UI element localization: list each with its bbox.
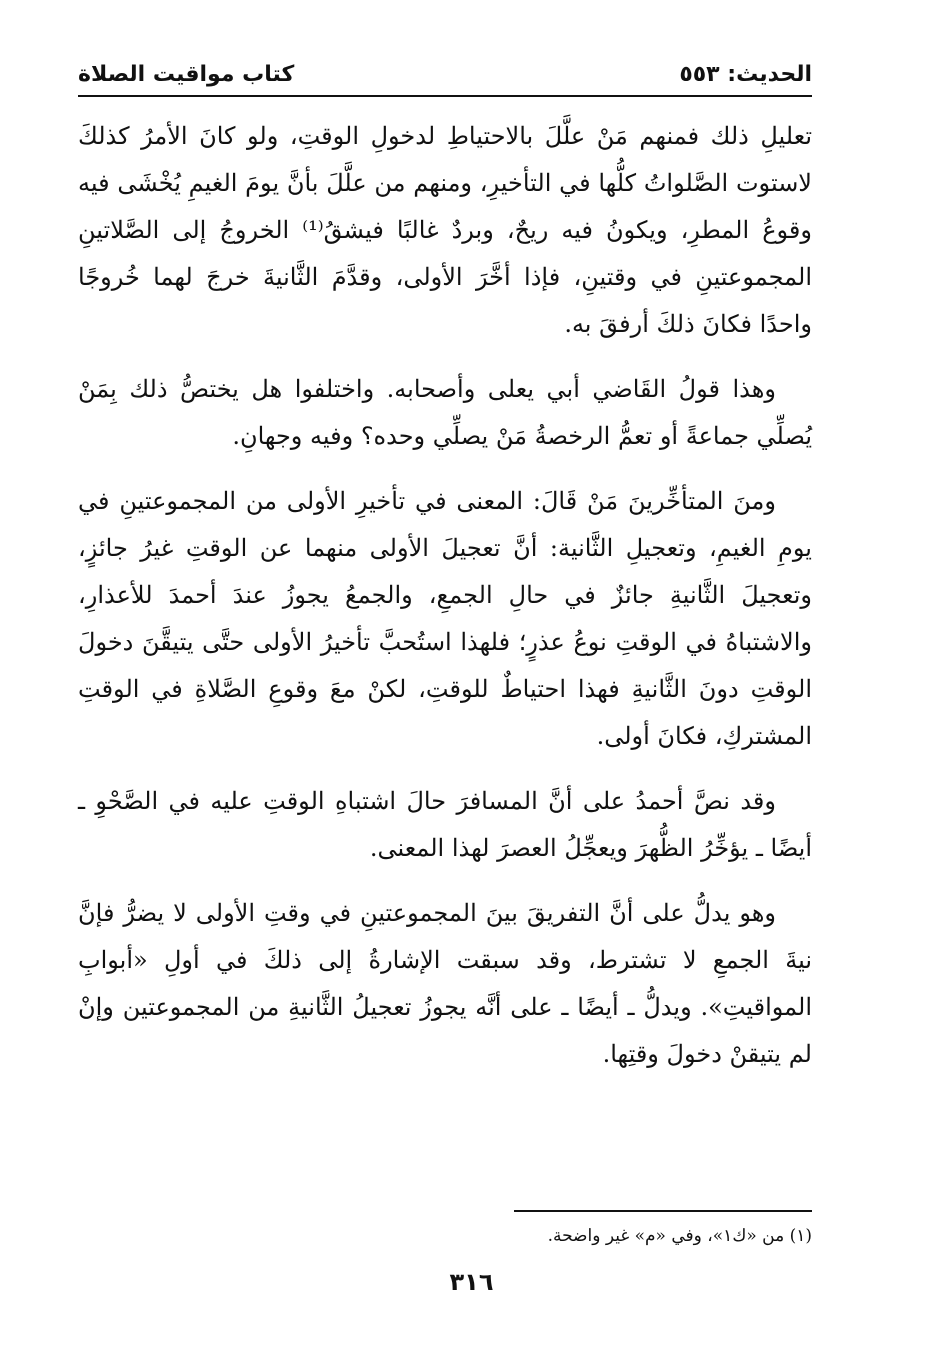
- running-header: [78, 54, 812, 94]
- header-hadith-number: الحديث: ٥٥٣: [679, 61, 812, 87]
- paragraph-1: تعليلِ ذلك فمنهم مَنْ علَّلَ بالاحتياطِ لدخولِ الوقتِ، ولو كانَ الأمرُ كذلكَ لاستوت الصَّلواتُ كلُّها في التأخيرِ، ومنهم من علَّلَ بأنَّ يومَ الغيمِ يُخْشَى فيه وقوعُ المطرِ، ويكونُ فيه ريحٌ، وبردٌ غالبًا فيشقُ⁽¹⁾ الخروجُ إلى الصَّلاتينِ المجموعتينِ في وقتينِ، فإذا أخَّرَ الأولى، وقدَّمَ الثَّانيةَ خرجَ لهما خُروجًا واحدًا فكانَ ذلكَ أرفقَ به.: [78, 122, 812, 338]
- paragraph-3: ومنَ المتأخِّرينَ مَنْ قَالَ: المعنى في تأخيرِ الأولى من المجموعتينِ في يومِ الغيمِ، وتعجيلِ الثَّانية: أنَّ تعجيلَ الأولى منهما عن الوقتِ غيرُ جائزٍ، وتعجيلَ الثَّانيةِ جائزٌ في حالِ الجمعِ، والجمعُ يجوزُ عندَ أحمدَ للأعذارِ، والاشتباهُ في الوقتِ نوعُ عذرٍ؛ فلهذا استُحبَّ تأخيرُ الأولى حتَّى يتيقَّنَ دخولَ الوقتِ دونَ الثَّانيةِ فهذا احتياطٌ للوقتِ، لكنْ معَ وقوعِ الصَّلاةِ في الوقتِ المشتركِ، فكانَ أولى.: [78, 487, 812, 750]
- paragraph-5: وهو يدلُّ على أنَّ التفريقَ بينَ المجموعتينِ في وقتِ الأولى لا يضرُّ فإنَّ نيةَ الجمعِ لا تشترط، وقد سبقت الإشارةُ إلى ذلكَ في أولِ «أبوابِ المواقيتِ». ويدلُّ ـ أيضًا ـ على أنَّه يجوزُ تعجيلُ الثَّانيةِ من المجموعتين وإنْ لم يتيقنْ دخولَ وقتِها.: [78, 899, 812, 1068]
- header-book-title: كتاب مواقيت الصلاة: [78, 61, 295, 87]
- main-text: [78, 113, 812, 1096]
- paragraph-4: وقد نصَّ أحمدُ على أنَّ المسافرَ حالَ اشتباهِ الوقتِ عليه في الصَّحْوِ ـ أيضًا ـ يؤخِّرُ الظُّهرَ ويعجِّلُ العصرَ لهذا المعنى.: [78, 787, 812, 862]
- footnote: (١) من «ك١»، وفي «م» غير واضحة.: [547, 1226, 812, 1246]
- page-number: ٣١٦: [449, 1268, 494, 1296]
- footnote-divider: [514, 1210, 812, 1212]
- header-divider: [78, 95, 812, 97]
- paragraph-2: وهذا قولُ القَاضي أبي يعلى وأصحابه. واختلفوا هل يختصُّ ذلك بِمَنْ يُصلِّي جماعةً أو تعمُّ الرخصةُ مَنْ يصلِّي وحده؟ وفيه وجهانِ.: [78, 375, 812, 450]
